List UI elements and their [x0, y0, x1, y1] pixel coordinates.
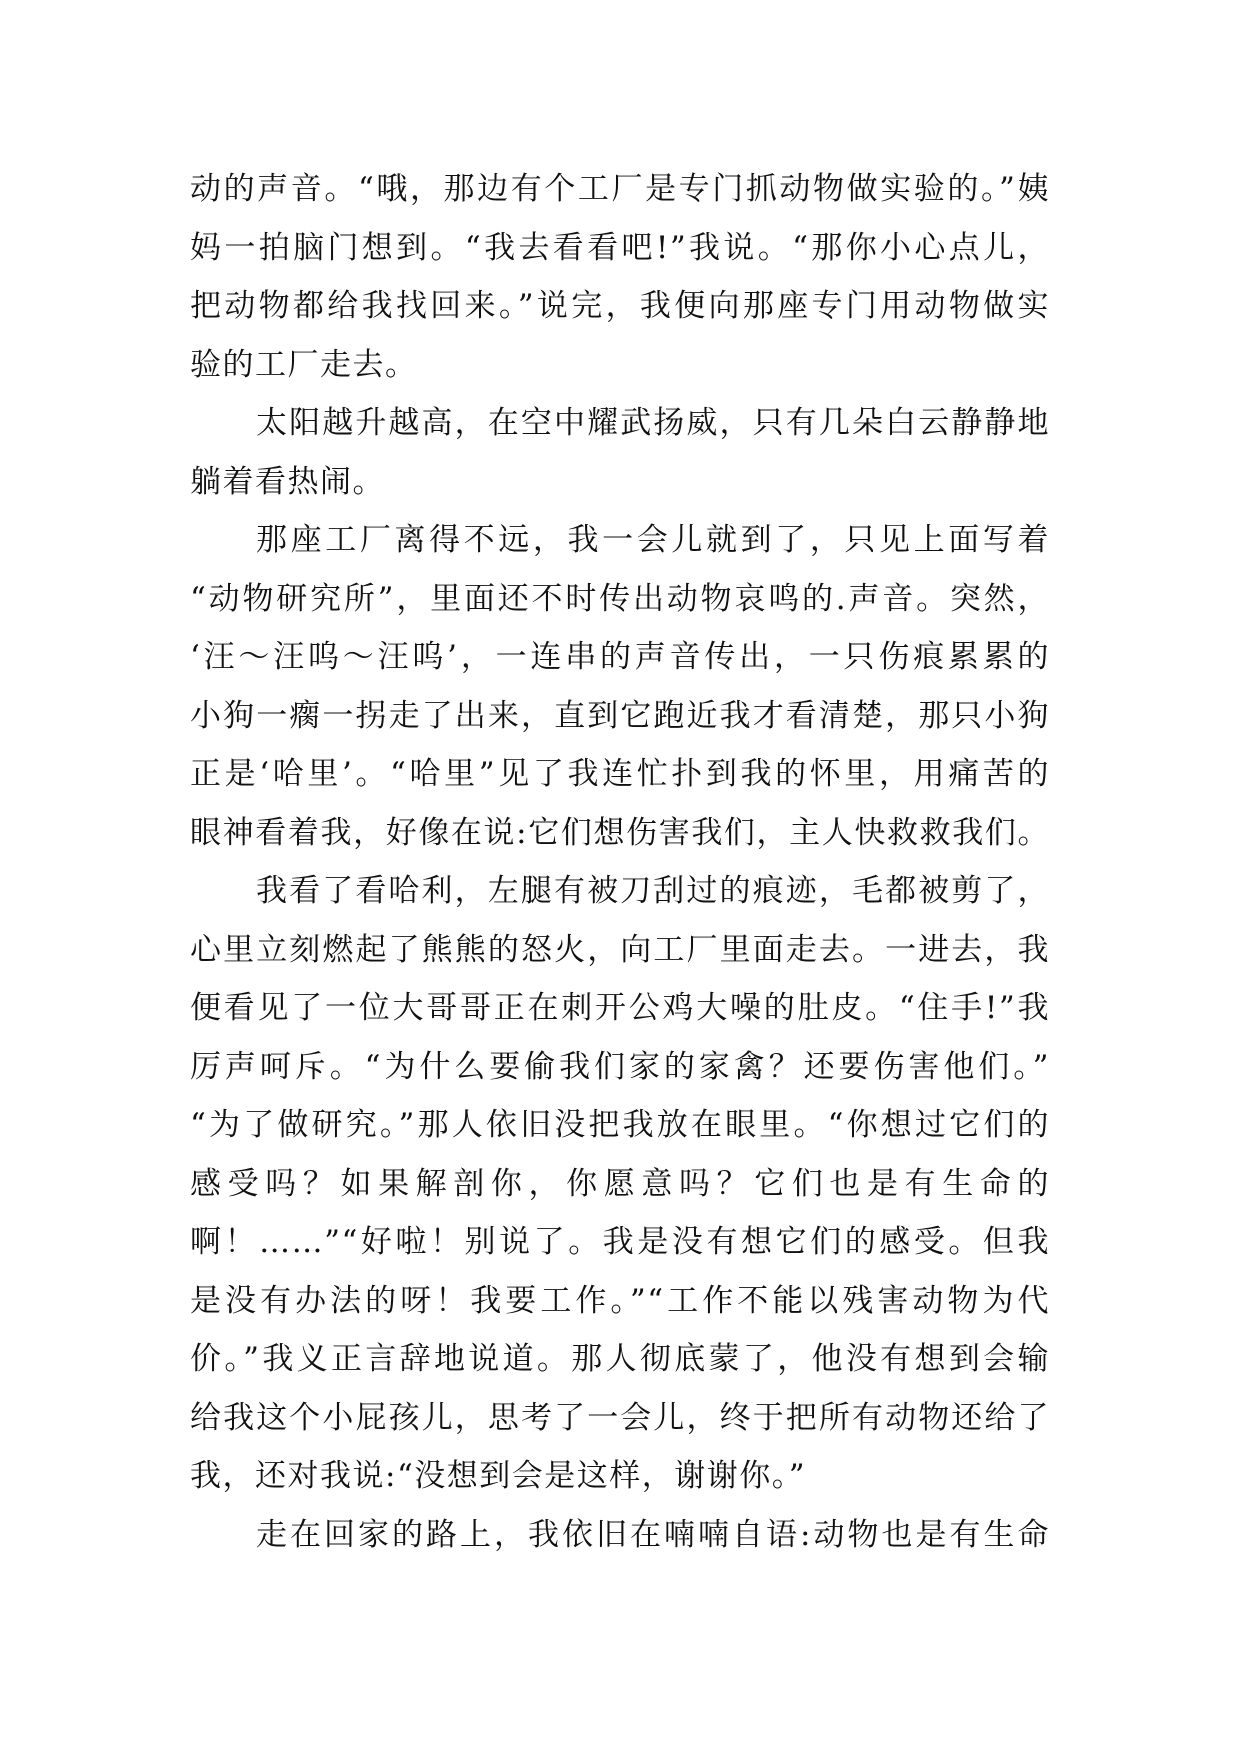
text-line: 我，还对我说:“没想到会是这样，谢谢你。”: [190, 1458, 807, 1494]
text-line: 验的工厂走去。: [190, 346, 418, 383]
text-line: 动的声音。“哦，那边有个工厂是专门抓动物做实验的。”姨: [190, 171, 1050, 207]
paragraph-start-line: 我看了看哈利，左腿有被刀刮过的痕迹，毛都被剪了，: [256, 873, 1050, 909]
text-line: 啊！……”“好啦！别说了。我是没有想它们的感受。但我: [190, 1224, 1050, 1260]
article-body: [190, 160, 1050, 1564]
paragraph-start-line: 走在回家的路上，我依旧在喃喃自语:动物也是有生命: [256, 1516, 1050, 1553]
text-line: 价。”我义正言辞地说道。那人彻底蒙了，他没有想到会输: [190, 1341, 1050, 1377]
text-line: 给我这个小屁孩儿，思考了一会儿，终于把所有动物还给了: [190, 1399, 1050, 1436]
text-line: 眼神看着我，好像在说:它们想伤害我们，主人快救救我们。: [190, 814, 1050, 851]
text-line: 是没有办法的呀！我要工作。”“工作不能以残害动物为代: [190, 1282, 1050, 1319]
text-line: 厉声呵斥。“为什么要偷我们家的家禽？还要伤害他们。”: [190, 1048, 1050, 1085]
text-line: 感受吗？如果解剖你，你愿意吗？它们也是有生命的: [190, 1165, 1050, 1202]
text-line: “动物研究所”，里面还不时传出动物哀鸣的.声音。突然，: [190, 580, 1050, 617]
text-line: 小狗一瘸一拐走了出来，直到它跑近我才看清楚，那只小狗: [190, 697, 1050, 734]
text-line: “为了做研究。”那人依旧没把我放在眼里。“你想过它们的: [190, 1107, 1050, 1143]
text-line: ‘汪～汪呜～汪呜’，一连串的声音传出，一只伤痕累累的: [190, 639, 1050, 675]
text-line: 躺着看热闹。: [190, 463, 385, 500]
text-line: 便看见了一位大哥哥正在刺开公鸡大噪的肚皮。“住手!”我: [190, 990, 1050, 1026]
paragraph-start-line: 那座工厂离得不远，我一会儿就到了，只见上面写着: [256, 522, 1050, 558]
text-line: 妈一拍脑门想到。“我去看看吧!”我说。“那你小心点儿，: [190, 229, 1050, 266]
text-line: 正是‘哈里’。“哈里”见了我连忙扑到我的怀里，用痛苦的: [190, 756, 1050, 792]
text-line: 把动物都给我找回来。”说完，我便向那座专门用动物做实: [190, 288, 1050, 324]
text-line: 心里立刻燃起了熊熊的怒火，向工厂里面走去。一进去，我: [190, 931, 1050, 968]
paragraph-start-line: 太阳越升越高，在空中耀武扬威，只有几朵白云静静地: [256, 405, 1050, 441]
